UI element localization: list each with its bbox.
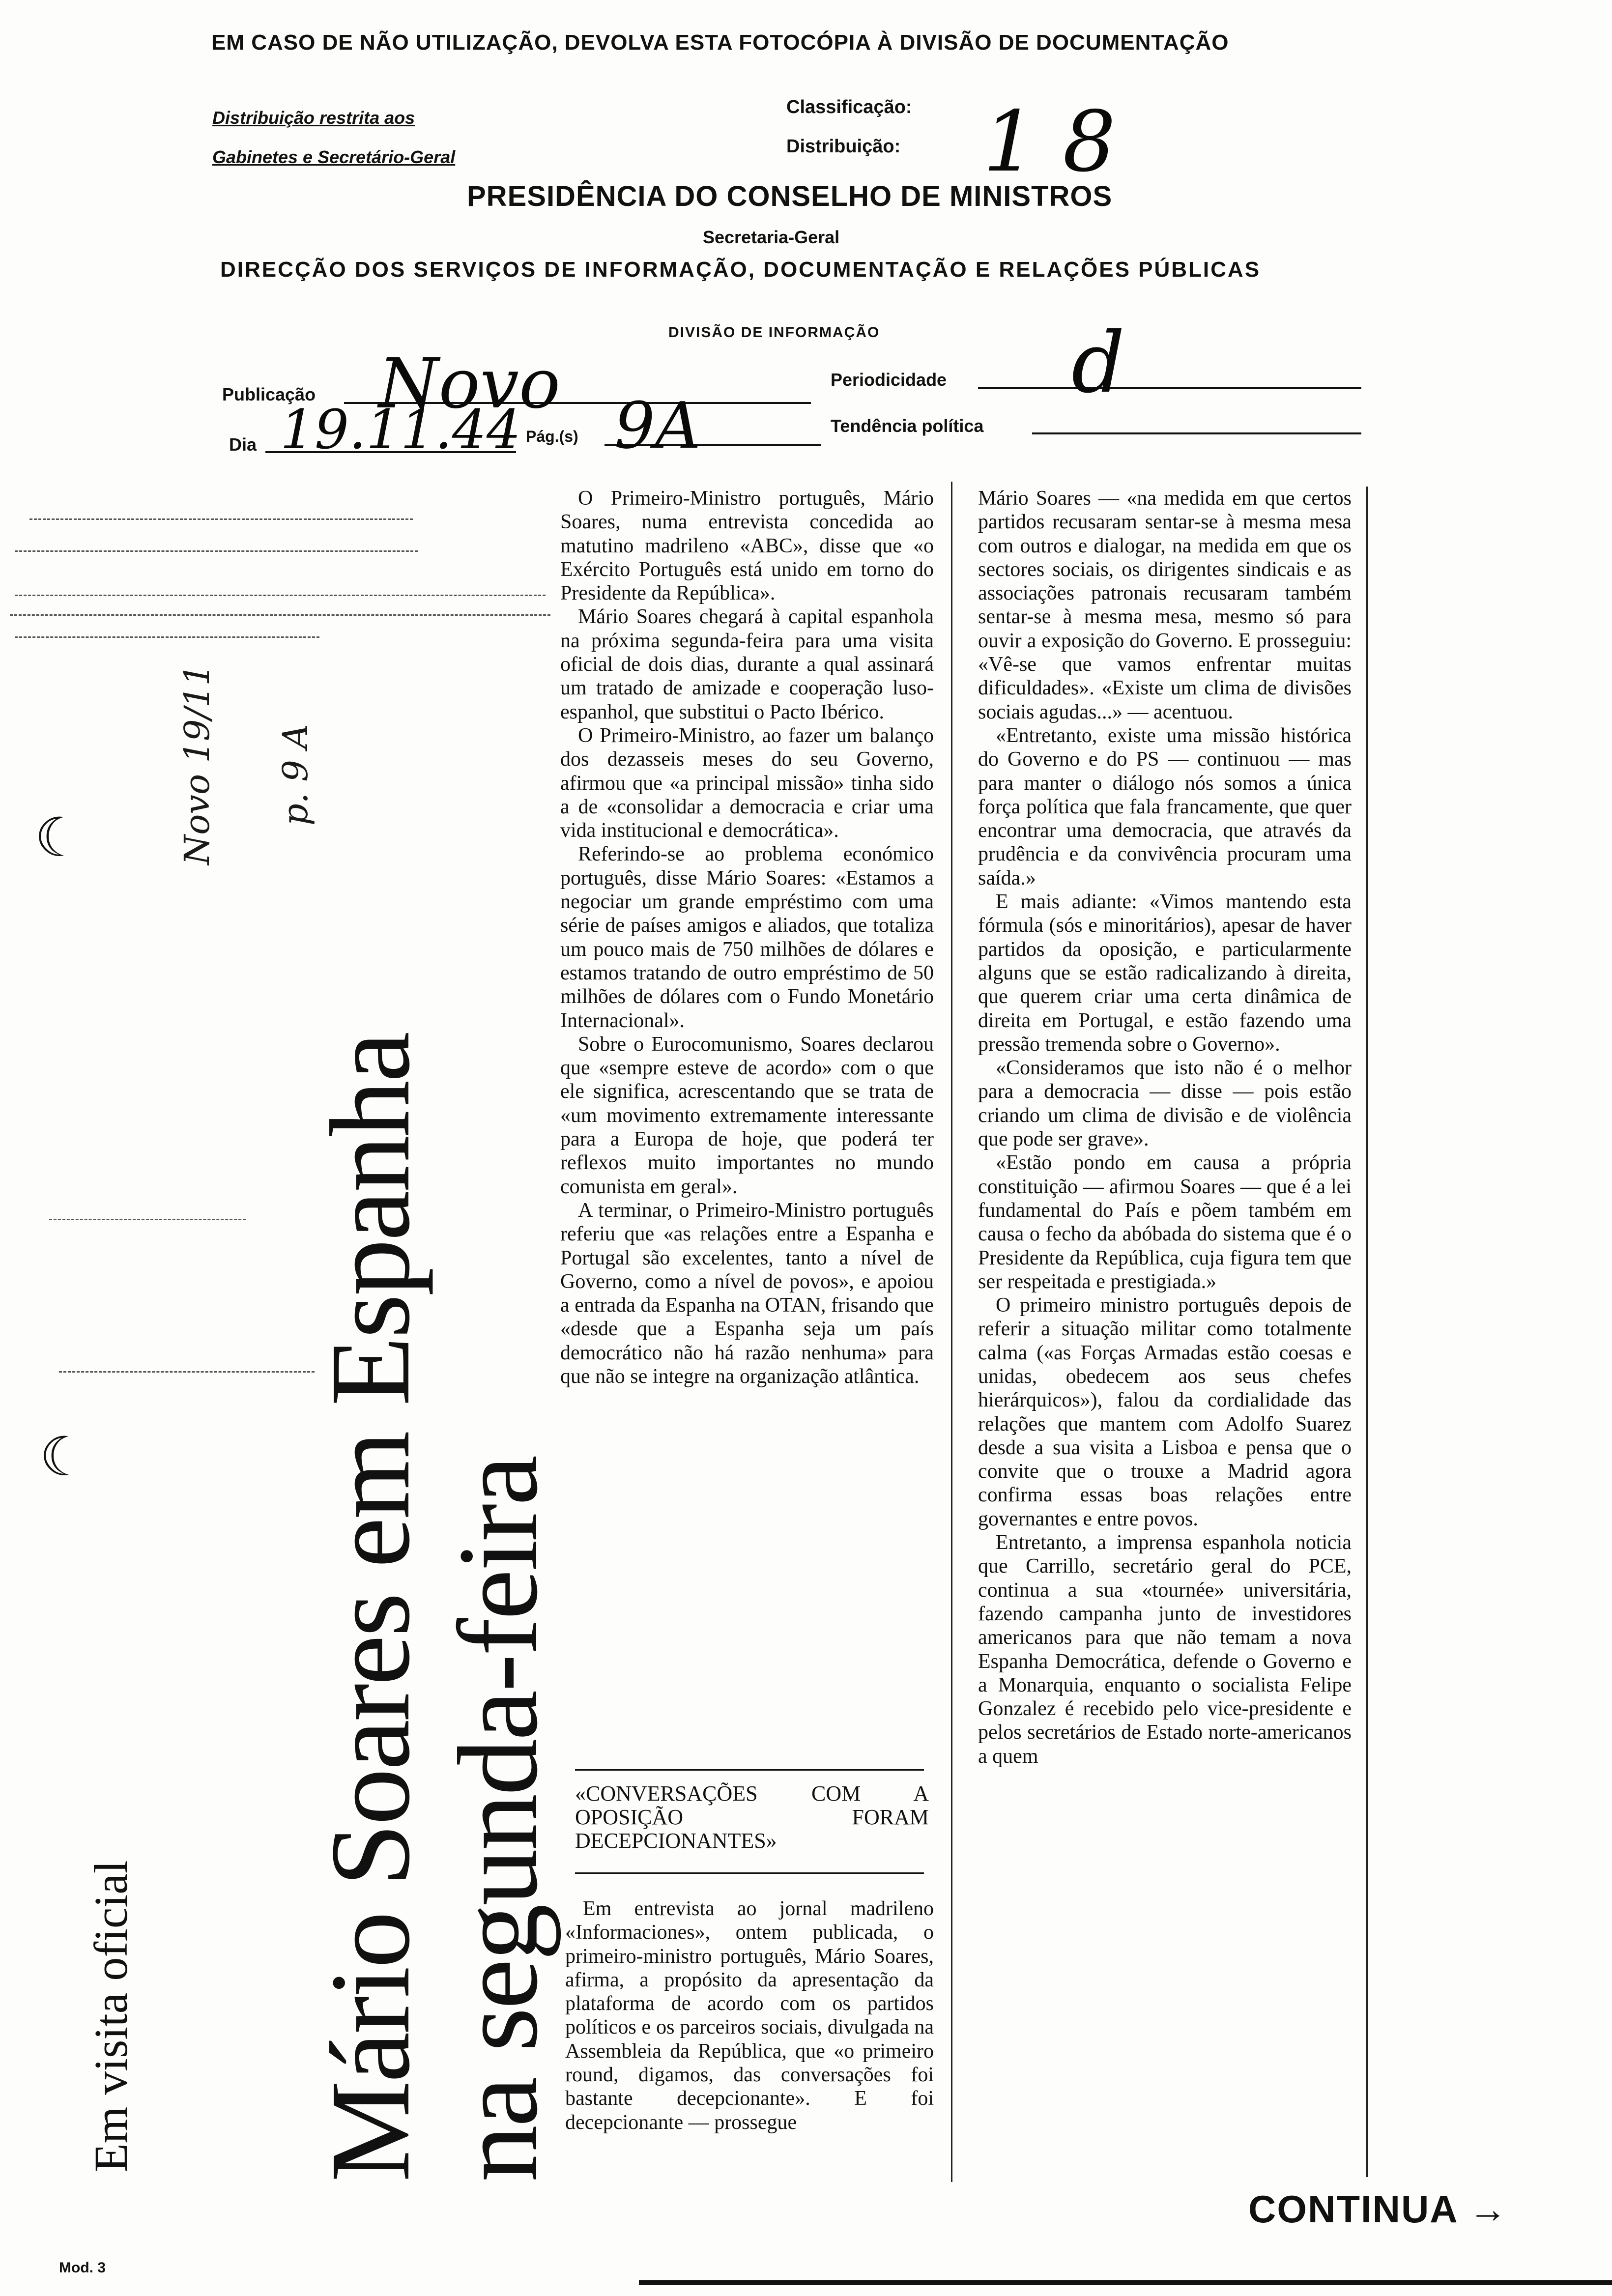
tendency-line <box>1032 432 1361 434</box>
section-subhead: «CONVERSAÇÕES COM A OPOSIÇÃO FORAM DECEPCIONANTES» <box>575 1781 929 1853</box>
col2-para-5: «Estão pondo em causa a própria constituição — afirmou Soares — que é a lei fundamental do País e põem também em causa o fecho da abóbada do sistema que é o Presidente da República, cuja figura tem que ser respeitada e prestigiada.» <box>978 1151 1352 1293</box>
distribution-handwritten-value: 1 8 <box>983 93 1116 191</box>
headline-line2: na segunda-feira <box>435 1457 561 2182</box>
continua-marker: CONTINUA → <box>1248 2187 1508 2231</box>
publication-label: Publicação <box>222 384 316 404</box>
bottom-scan-edge <box>639 2280 1612 2285</box>
periodicity-handwritten-value: d <box>1071 315 1125 412</box>
margin-dash-6 <box>49 1219 246 1220</box>
headline-line1: Mário Soares em Espanha <box>307 1033 433 2182</box>
col2-para-2: «Entretanto, existe uma missão histórica do Governo e do PS — continuou — mas para manter o diálogo nós somos a única força política que fala francamente, que quer encontrar uma democracia, que através da prudência e da convivência procuram uma saída.» <box>978 724 1352 890</box>
subhead-rule-top <box>575 1769 924 1771</box>
division-title: DIVISÃO DE INFORMAÇÃO <box>668 324 880 341</box>
tendency-label: Tendência política <box>831 416 984 436</box>
margin-note-page: p. 9 A <box>275 724 316 826</box>
classification-label: Classificação: <box>786 97 912 117</box>
classification-block <box>786 87 912 166</box>
col2-para-4: «Consideramos que isto não é o melhor para a democracia — disse — pois estão criando um clima de divisão e de violência que pode ser grave». <box>978 1057 1352 1151</box>
periodicity-label: Periodicidade <box>831 370 947 390</box>
presidency-title: PRESIDÊNCIA DO CONSELHO DE MINISTROS <box>467 180 1113 212</box>
margin-dash-5 <box>15 636 319 638</box>
column-divider <box>951 482 952 2182</box>
secretariat-title: Secretaria-Geral <box>703 227 840 247</box>
col2-para-1: Mário Soares — «na medida em que certos partidos recusaram sentar-se à mesma mesa com outros e dialogar, na medida em que os sectores sociais, os dirigentes sindicais e as associações patronais recusaram também sentar-se à mesma mesa, mesmo só para ouvir a exposição do Governo. E prosseguiu: «Vê-se que vamos enfrentar muitas dificuldades». «Existe um clima de divisões sociais agudas...» — acentuou. <box>978 487 1352 723</box>
day-handwritten-value: 19.11.44 <box>280 398 521 461</box>
col1-para-6: A terminar, o Primeiro-Ministro português referiu que «as relações entre a Espanha e Portugal são excelentes, tanto a nível de Governo, como a nível de povos», e apoiou a entrada da Espanha na OTAN, frisando que «desde que a Espanha seja um país democrático não há razão nenhuma» para que não se integre na organização atlântica. <box>560 1199 934 1388</box>
margin-dash-2 <box>15 550 418 552</box>
subhead-rule-bottom <box>575 1872 924 1874</box>
article-kicker: Em visita oficial <box>85 1860 137 2172</box>
margin-dash-7 <box>59 1371 315 1373</box>
margin-dash-3 <box>15 595 546 596</box>
punch-hole-mark-bottom: ☾ <box>39 1425 88 1488</box>
article-column-1 <box>560 487 934 1388</box>
periodicity-line <box>978 387 1361 389</box>
distribution-restriction <box>212 98 455 177</box>
margin-dash-4 <box>10 614 550 616</box>
col2-para-7: Entretanto, a imprensa espanhola noticia que Carrillo, secretário geral do PCE, continua a sua «tournée» universitária, fazendo campanha junto de investidores americanos para que não temam a nova Espanha Democrática, defende o Governo e a Monarquia, enquanto o socialista Felipe Gonzalez é recebido pelo vice-presidente e pelos secretários de Estado norte-americanos a quem <box>978 1531 1352 1768</box>
margin-note-publication: Novo 19/11 <box>177 663 217 865</box>
article-column-2 <box>978 487 1352 1768</box>
col1-para-5: Sobre o Eurocomunismo, Soares declarou que «sempre esteve de acordo» com o que ele significa, acrescentando que se trata de «um movimento extremamente interessante para a Europa de hoje, que poderá ter reflexos muito importantes no mundo comunista em geral». <box>560 1033 934 1198</box>
publication-handwritten-value: Novo <box>378 344 561 424</box>
distribution-label: Distribuição: <box>786 136 901 157</box>
article-column-1b <box>565 1897 934 2134</box>
col1-para-3: O Primeiro-Ministro, ao fazer um balanço dos dezasseis meses do seu Governo, afirmou que «a principal missão» tinha sido a de «consolidar a democracia e criar uma vida institucional e democrática». <box>560 724 934 842</box>
col2-para-6: O primeiro ministro português depois de referir a situação militar como totalmente calma («as Forças Armadas estão coesas e unidas, obedecem aos seus chefes hierárquicos»), falou da cordialidade das relações que mantem com Adolfo Suarez desde a sua visita a Lisboa e pensa que o convite que o trouxe a Madrid agora confirma essas boas relações entre governantes e entre povos. <box>978 1294 1352 1530</box>
page-label: Pág.(s) <box>526 428 578 445</box>
model-number: Mod. 3 <box>59 2260 106 2276</box>
col1-para-1: O Primeiro-Ministro português, Mário Soares, numa entrevista concedida ao matutino madrileno «ABC», disse que «o Exército Português está unido em torno do Presidente da República». <box>560 487 934 605</box>
right-border-line <box>1366 487 1368 2177</box>
return-notice: EM CASO DE NÃO UTILIZAÇÃO, DEVOLVA ESTA FOTOCÓPIA À DIVISÃO DE DOCUMENTAÇÃO <box>211 30 1229 55</box>
distribution-restriction-line1: Distribuição restrita aos <box>212 108 415 128</box>
distribution-restriction-line2: Gabinetes e Secretário-Geral <box>212 147 456 167</box>
page-handwritten-value: 9A <box>614 388 701 463</box>
col1-para-4: Referindo-se ao problema económico português, disse Mário Soares: «Estamos a negociar um grande empréstimo com uma série de países amigos e aliados, que totaliza um pouco mais de 750 milhões de dólares e estamos tratando de outro empréstimo de 50 milhões de dólares com o Fundo Monetário Internacional». <box>560 843 934 1032</box>
margin-dash-1 <box>29 518 413 520</box>
col1b-para-1: Em entrevista ao jornal madrileno «Informaciones», ontem publicada, o primeiro-ministro português, Mário Soares, afirma, a propósito da apresentação da plataforma de acordo com os partidos políticos e os parceiros sociais, divulgada na Assembleia da República, que «o primeiro round, digamos, das conversações foi bastante decepcionante». E foi decepcionante — prossegue <box>565 1897 934 2134</box>
punch-hole-mark-top: ☾ <box>34 806 83 869</box>
col1-para-2: Mário Soares chegará à capital espanhola na próxima segunda-feira para uma visita oficial de dois dias, durante a qual assinará um tratado de amizade e cooperação luso-espanhol, que substitui o Pacto Ibérico. <box>560 605 934 723</box>
day-label: Dia <box>229 434 257 455</box>
col2-para-3: E mais adiante: «Vimos mantendo esta fórmula (sós e minoritários), apesar de haver partidos da oposição, e particularmente alguns que se estão radicalizando à direita, que querem criar uma certa dinâmica de direita em Portugal, e estão fazendo uma pressão tremenda sobre o Governo». <box>978 890 1352 1056</box>
directorate-title: DIRECÇÃO DOS SERVIÇOS DE INFORMAÇÃO, DOCUMENTAÇÃO E RELAÇÕES PÚBLICAS <box>220 258 1261 282</box>
